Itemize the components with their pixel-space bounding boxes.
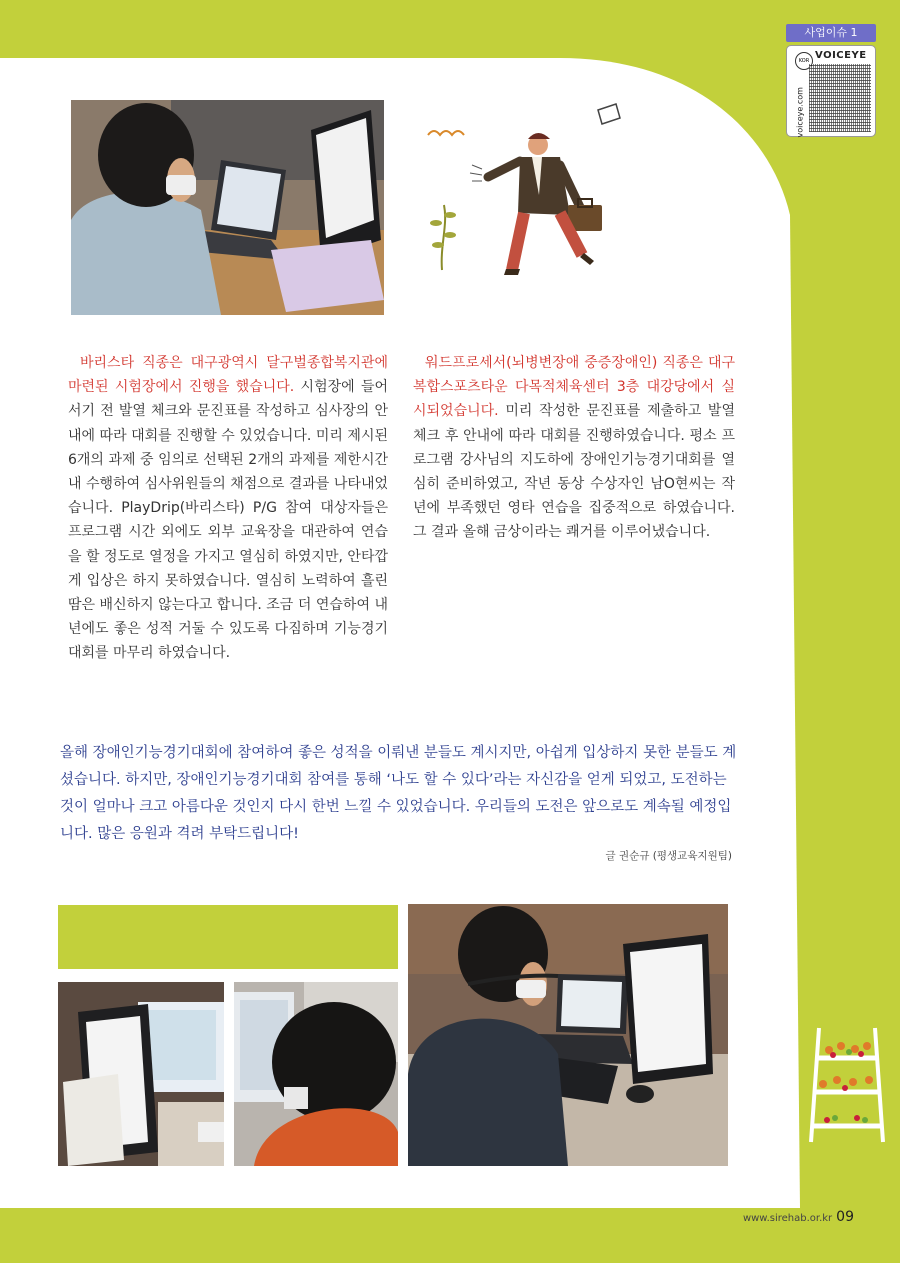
voiceye-brand: VOICEYE: [815, 50, 867, 61]
barista-report: [68, 351, 388, 666]
word-processor-body: 미리 작성한 문진표를 제출하고 발열체크 후 안내에 따라 대회를 진행하였습니다. 평소 프로그램 강사님의 지도하에 장애인기능경기대회를 열심히 준비하였고, 작년 동상 수상자인 남O현씨는 작년에 부족했던 영타 연습을 집중적으로 하였습니다. 그 결과 올해 금상이라는 쾌거를 이루어냈습니다.: [413, 403, 735, 541]
barista-highlight: 바리스타 직종은 대구광역시 달구벌종합복지관에 마련된 시험장에서 진행을 했습니다.: [68, 355, 388, 396]
green-caption-box: [58, 905, 398, 969]
section-badge: 사업이슈 1: [786, 24, 876, 42]
photo-word-processor-competition: [408, 904, 728, 1166]
page-footer: [743, 1209, 854, 1225]
flower-stand-illustration: [805, 1022, 890, 1147]
photo-word-processor-participant: [71, 100, 384, 315]
footer-site[interactable]: www.sirehab.or.kr: [742, 1213, 833, 1224]
barista-body: 시험장에 들어서기 전 발열 체크와 문진표를 작성하고 심사장의 안내에 따라 대회를 진행할 수 있었습니다. 미리 제시된 6개의 과제 중 임의로 선택된 2개의 과제를 제한시간 내 수행하여 심사위원들의 채점으로 결과를 나타내었습니다. PlayDrip(바리스타) P/G 참여 대상자들은 프로그램 시간 외에도 외부 교육장을 대관하여 연습을 할 정도로 열정을 가지고 열심히 하였지만, 안타깝게 입상은 하지 못하였습니다. 열심히 노력하여 흘린 땀은 배신하지 않는다고 합니다. 조금 더 연습하여 내년에도 좋은 성적 거둘 수 있도록 다짐하며 기능경기대회를 마무리 하였습니다.: [68, 379, 388, 662]
byline: 글 권순규 (평생교육지원팀): [605, 850, 732, 862]
word-processor-highlight: 워드프로세서(뇌병변장애 중증장애인) 직종은 대구복합스포츠타운 다목적체육센터 3층 대강당에서 실시되었습니다.: [413, 355, 735, 420]
illustration-running-man: [420, 95, 630, 295]
kor-seal-icon: KOR: [795, 52, 813, 70]
word-processor-report: [413, 351, 735, 545]
closing-paragraph: 올해 장애인기능경기대회에 참여하여 좋은 성적을 이뤄낸 분들도 계시지만, 아쉽게 입상하지 못한 분들도 계셨습니다. 하지만, 장애인기능경기대회 참여를 통해 ‘나도 할 수 있다’라는 자신감을 얻게 되었고, 도전하는 것이 얼마나 크고 아름다운 것인지 다시 한번 느낄 수 있었습니다. 우리들의 도전은 앞으로도 계속될 예정입니다. 많은 응원과 격려 부탁드립니다!: [60, 745, 737, 842]
photo-participant-typing: [234, 982, 398, 1166]
voiceye-site: voiceye.com: [795, 87, 805, 138]
photo-document-holder: [58, 982, 224, 1166]
voiceye-code[interactable]: [786, 45, 876, 137]
voiceye-pattern: [809, 64, 871, 132]
page-number: 09: [836, 1209, 854, 1225]
